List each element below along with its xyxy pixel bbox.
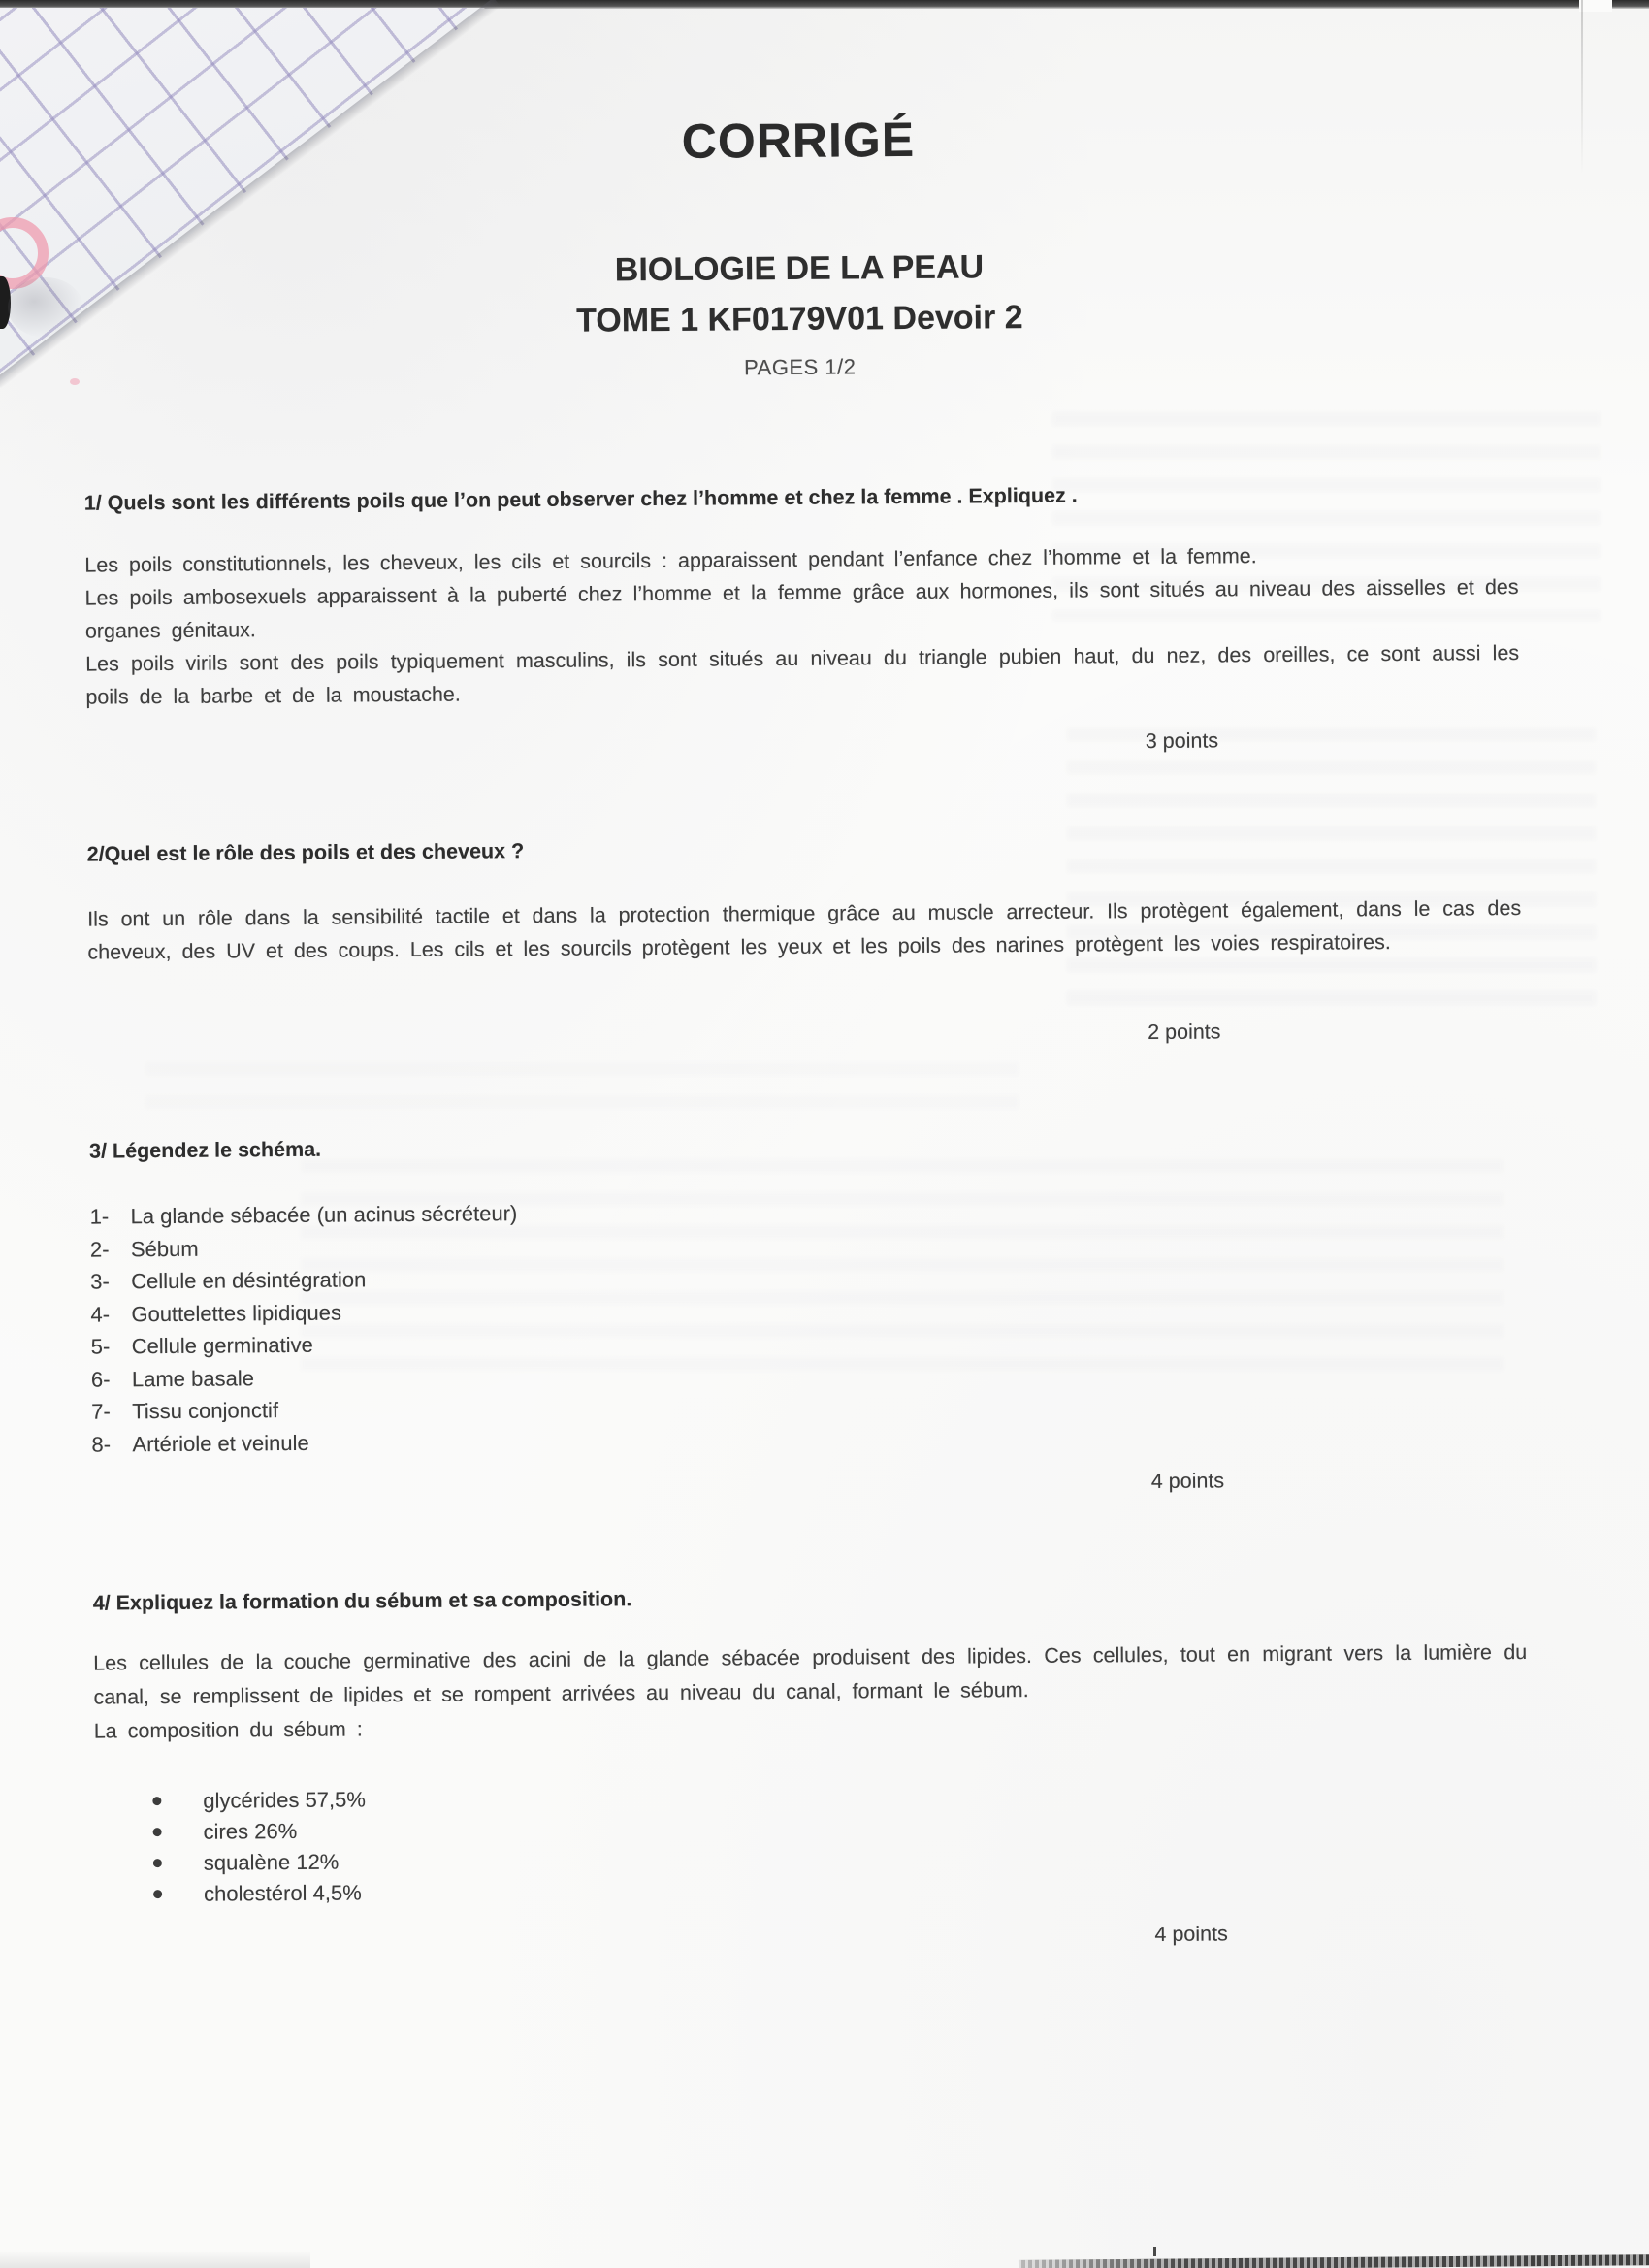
question-1-points-label: 3 points [1145,729,1219,754]
legend-item-number: 6- [90,1366,111,1392]
legend-item-label: Tissu conjonctif [132,1398,279,1424]
volume-assignment-title: TOME 1 KF0179V01 Devoir 2 [575,299,1023,340]
legend-item-label: Sébum [130,1236,199,1261]
answer-paragraph: Les cellules de la couche germinative des acini de la glande sébacée produisent des lipides. Ces cellules, tout en migrant vers la lumière du canal, se remplissent de lipides et se rompent arrivées au niveau du canal, formant le sébum. [93,1640,1528,1709]
composition-item: cholestérol 4,5% [95,1868,1529,1911]
composition-item: squalène 12% [95,1837,1529,1880]
question-4-points-label: 4 points [1154,1922,1228,1947]
answer-paragraph: Ils ont un rôle dans la sensibilité tactile et dans la protection thermique grâce au muscle arrecteur. Ils protègent également, dans le cas des cheveux, des UV et des coups. Les cils et les sourcils protègent les yeux et les poils des narines protègent les voies respiratoires. [87,896,1522,964]
composition-item: cires 26% [94,1806,1528,1849]
paper-fold-shadow [8,277,83,338]
question-1-heading: 1/ Quels sont les différents poils que l’on peut observer chez l’homme et chez la femme . Expliquez . [83,483,1078,515]
schema-legend-list [89,1189,1525,1461]
composition-item: glycérides 57,5% [94,1775,1528,1818]
legend-item-label: Lame basale [131,1365,255,1391]
legend-item-number: 2- [89,1236,110,1262]
document-content [81,0,1532,2268]
answer-paragraph: Les poils ambosexuels apparaissent à la puberté chez l’homme et la femme grâce aux hormones, ils sont situés au niveau des aisselles et des organes génitaux. [84,575,1519,643]
legend-item-number: 7- [91,1399,111,1424]
answer-paragraph: Les poils virils sont des poils typiquement masculins, ils sont situés au niveau du triangle pubien haut, du nez, des oreilles, ce sont aussi les poils de la barbe et de la moustache. [85,641,1520,709]
question-1-answer [84,537,1519,714]
question-2-points-label: 2 points [1148,1020,1221,1045]
legend-item-number: 1- [89,1204,110,1229]
answer-paragraph: Les poils constitutionnels, les cheveux, les cils et sourcils : apparaissent pendant l’enfance chez l’homme et la femme. [84,544,1257,577]
course-title: BIOLOGIE DE LA PEAU [614,248,985,289]
legend-item-label: Artériole et veinule [132,1430,309,1456]
question-4-heading: 4/ Expliquez la formation du sébum et sa composition. [92,1587,632,1615]
legend-item-number: 4- [90,1301,111,1327]
legend-item-label: La glande sébacée (un acinus sécréteur) [130,1201,518,1229]
answer-paragraph: La composition du sébum : [93,1717,363,1743]
pink-ink-dot [70,378,80,385]
legend-item-number: 8- [91,1431,112,1457]
page-title: CORRIGÉ [681,112,916,169]
scanner-edge-gap [1579,0,1612,12]
legend-item-label: Cellule germinative [131,1332,313,1359]
question-3-points-label: 4 points [1150,1469,1225,1494]
legend-item-number: 5- [90,1334,111,1359]
page-right-edge [1581,0,1583,175]
page-count-label: PAGES 1/2 [743,354,857,380]
legend-item-label: Cellule en désintégration [131,1267,367,1294]
question-3-heading: 3/ Légendez le schéma. [89,1137,322,1163]
sebum-composition-list [94,1775,1529,1911]
legend-item-label: Gouttelettes lipidiques [131,1300,341,1326]
question-2-answer [87,891,1521,969]
question-2-heading: 2/Quel est le rôle des poils et des cheveux ? [86,839,525,866]
question-4-answer [93,1636,1528,1749]
legend-item-number: 3- [90,1269,110,1294]
